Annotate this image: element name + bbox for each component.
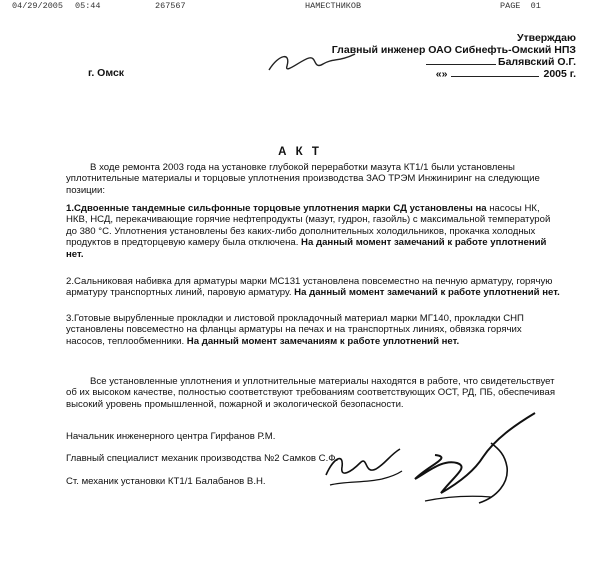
approval-word: Утверждаю (516, 32, 576, 44)
signer-2: Главный специалист механик производства №2 Самков С.Ф. (66, 453, 339, 464)
item-1-head: 1.Сдвоенные тандемные сильфонные торцовые уплотнения марки СД установлены на (66, 203, 487, 214)
date-quote-close: » (441, 68, 448, 80)
item-2-conclusion: На данный момент замечаний к работе уплотнений нет. (294, 287, 560, 299)
item-3-conclusion: На данный момент замечаниям к работе уплотнений нет. (186, 335, 460, 347)
date-line (451, 68, 539, 77)
item-3-text: 3.Готовые вырубленные прокладки и листовой прокладочный материал марки МГ140, прокладки СНП установлены повсеместно на фланцы арматуры на печах и на транспортных линиях, обвязка горячих насосов, теплообменники. (66, 313, 524, 347)
item-1-conclusion: На данный момент замечаний к работе уплотнений нет. (66, 237, 547, 260)
item-1 (66, 203, 560, 260)
approval-signature (265, 48, 360, 78)
signature-samkov (320, 445, 405, 490)
fax-date: 04/29/2005 (12, 1, 64, 11)
item-3 (66, 313, 560, 347)
item-2 (66, 276, 560, 299)
approval-name: Балявский О.Г. (498, 56, 576, 68)
signer-3: Ст. механик установки КТ1/1 Балабанов В.Н. (66, 476, 266, 487)
item-2-text: 2.Сальниковая набивка для арматуры марки МС131 установлена повсеместно на печную арматуру, горячую арматуру транспортных линий, паровую арматуру. (66, 276, 553, 299)
approval-position: Главный инженер ОАО Сибнефть-Омский НПЗ (331, 44, 576, 56)
fax-sender: НАМЕСТНИКОВ (305, 1, 362, 11)
closing-paragraph: Все установленные уплотнения и уплотнительные материалы находятся в работе, что свидетельствует об их высоком качестве, полностью соответствуют требованиям соответствующих ОСТ, РД, ПБ, обеспечивая высокий уровень промышленной, пожарной и экологической безопасности. (66, 376, 556, 410)
approval-year: 2005 г. (543, 68, 576, 80)
document-title: А К Т (278, 146, 322, 158)
signer-1: Начальник инженерного центра Гирфанов Р.М. (66, 431, 276, 442)
item-1-text: насосы НК, НКВ, НСД, перекачивающие горячие нефтепродукты (мазут, гудрон, газойль) с максимальной температурой до 380 °С. Уплотнения установлены без каких-либо дополнительных холодильников, прокачка холодных продуктов в предторцевую камеру была отключена. (66, 203, 551, 249)
intro-paragraph: В ходе ремонта 2003 года на установке глубокой переработки мазута КТ1/1 были установлены уплотнительные материалы и торцовые уплотнения производства ЗАО ТРЭМ Инжиниринг на следующие позиции: (66, 162, 540, 196)
signature-girfanov (395, 405, 545, 515)
fax-page: PAGE 01 (500, 1, 541, 11)
fax-time: 05:44 (75, 1, 101, 11)
signature-line (426, 56, 496, 65)
fax-number: 267567 (155, 1, 186, 11)
approval-date-line (436, 68, 576, 81)
date-quote-open: « (435, 68, 442, 80)
city: г. Омск (88, 67, 125, 79)
